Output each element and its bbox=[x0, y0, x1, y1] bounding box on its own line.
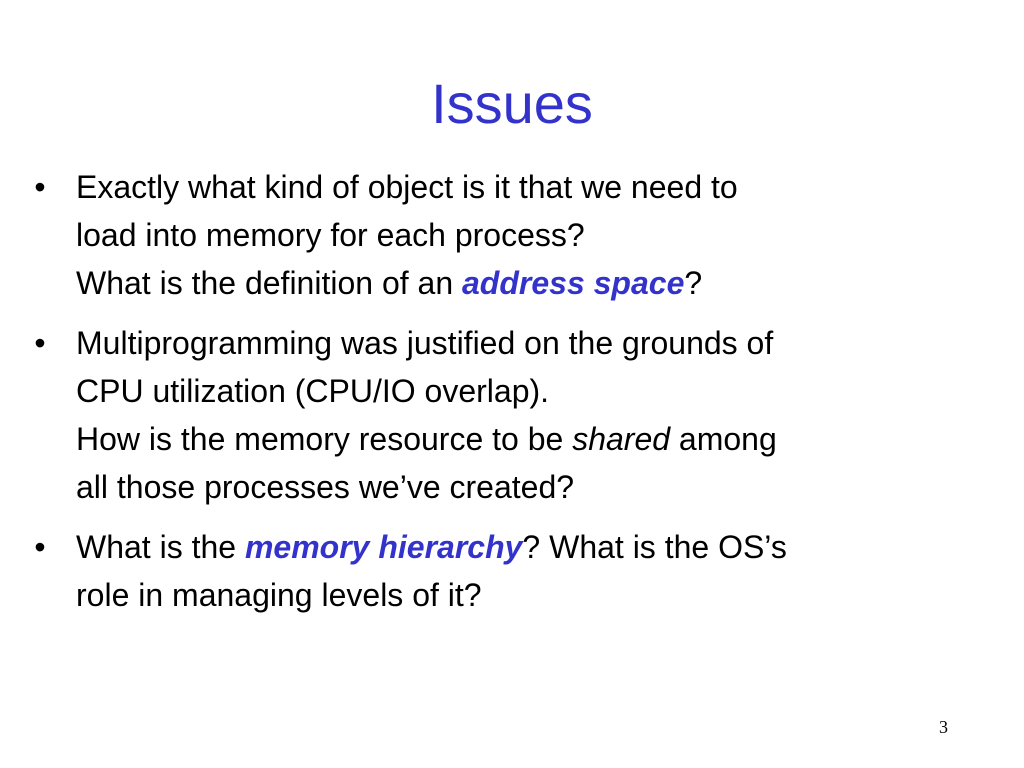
bullet-text: ? What is the OS’s bbox=[522, 529, 787, 565]
bullet-text: What is the definition of an bbox=[76, 265, 462, 301]
bullet-line: load into memory for each process? bbox=[76, 217, 585, 253]
bullet-line bbox=[76, 415, 970, 463]
emphasized-term: address space bbox=[462, 265, 685, 301]
bullet-text: How is the memory resource to be bbox=[76, 421, 573, 457]
bullet-item bbox=[30, 319, 970, 511]
bullet-line: Multiprogramming was justified on the grounds of bbox=[76, 325, 774, 361]
bullet-line bbox=[76, 259, 970, 307]
bullet-dot-icon: • bbox=[34, 169, 46, 205]
bullet-text: ? bbox=[684, 265, 703, 301]
bullet-item bbox=[30, 523, 970, 619]
page-number: 3 bbox=[939, 717, 948, 737]
bullet-line: Exactly what kind of object is it that we need to bbox=[76, 169, 738, 205]
bullet-dot-icon: • bbox=[34, 529, 46, 565]
bullet-list bbox=[30, 163, 970, 631]
bullet-line bbox=[76, 523, 970, 571]
slide-title: Issues bbox=[431, 72, 593, 135]
bullet-dot-icon: • bbox=[34, 325, 46, 361]
bullet-item bbox=[30, 163, 970, 307]
bullet-line: all those processes we’ve created? bbox=[76, 469, 575, 505]
bullet-line: role in managing levels of it? bbox=[76, 577, 482, 613]
emphasized-term: memory hierarchy bbox=[244, 529, 523, 565]
bullet-text: What is the bbox=[76, 529, 245, 565]
emphasized-term: shared bbox=[572, 421, 671, 457]
bullet-line: CPU utilization (CPU/IO overlap). bbox=[76, 373, 550, 409]
bullet-text: among bbox=[670, 421, 777, 457]
